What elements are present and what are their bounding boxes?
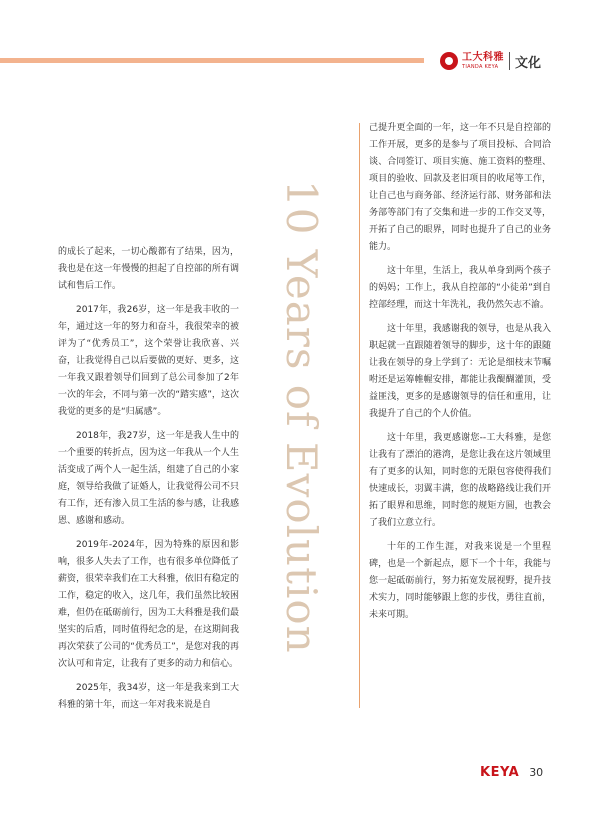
brand-header bbox=[440, 50, 541, 72]
column-divider bbox=[359, 123, 360, 708]
section-title: 文化 bbox=[515, 55, 542, 71]
paragraph: 己提升更全面的一年，这一年不只是自控部的工作开展，更多的是参与了项目投标、合同洽谈、合同签订、项目实施、施工资料的整理、项目的验收、回款及老旧项目的收尾等工作，让自己也与商务部、经济运行部、财务部和法务部等部门有了交集和进一步的工作交叉等，开拓了自己的眼界，同时也提升了自己的业务能力。 bbox=[369, 123, 551, 252]
right-column bbox=[369, 120, 551, 631]
footer-brand: KEYA bbox=[480, 765, 520, 780]
paragraph: 这十年里，我更感谢您--工大科雅，是您让我有了漂泊的港湾，是您让我在这片领域里有了更多的认知，同时您的无限包容使得我们快速成长，羽翼丰满，您的战略路线让我们开拓了眼界和思维，同时您的规矩方圆，也教会了我们立意立行。 bbox=[369, 433, 551, 528]
watermark-text: 10 Years of Evolution bbox=[277, 180, 326, 654]
paragraph: 2025年，我34岁，这一年是我来到工大科雅的第十年，而这一年对我来说是自 bbox=[58, 683, 239, 710]
company-logo-icon bbox=[440, 52, 458, 70]
header-divider bbox=[509, 52, 510, 70]
paragraph: 的成长了起来，一切心酸都有了结果，因为，我也是在这一年慢慢的担起了自控部的所有调试和售后工作。 bbox=[58, 247, 239, 291]
logo-chinese-name: 工大科雅 bbox=[462, 51, 504, 63]
paragraph: 2018年，我27岁，这一年是我人生中的一个重要的转折点，因为这一年我从一个人生活变成了两个人一起生活，组建了自己的小家庭，领导给我做了证婚人，让我觉得公司不只有工作，还有渗入员工生活的参与感，让我感恩、感谢和感动。 bbox=[58, 431, 239, 526]
company-logo bbox=[462, 53, 504, 70]
paragraph: 2019年-2024年，因为特殊的原因和影响，很多人失去了工作，也有很多单位降低了薪资，很荣幸我们在工大科雅，依旧有稳定的工作，稳定的收入，这几年，我们虽然比较困难，但仍在砥砺前行，因为工大科雅是我们最坚实的后盾，同时值得纪念的是，在这期间我再次荣获了公司的“优秀员工”，是您对我的再次认可和肯定，让我有了更多的动力和信心。 bbox=[58, 540, 239, 669]
page-footer bbox=[480, 765, 543, 780]
page-number: 30 bbox=[529, 766, 544, 779]
paragraph: 2017年，我26岁，这一年是我丰收的一年，通过这一年的努力和奋斗，我很荣幸的被评为了“优秀员工”，这个荣誉让我欣喜、兴奋，让我觉得自己以后要做的更好、更多，这一年我又跟着领导们回到了总公司参加了2年一次的年会，不同与第一次的“踏实感”，这次我觉的更多的是“归属感”。 bbox=[58, 305, 239, 417]
paragraph: 这十年里，我感谢我的领导，也是从我入职起就一直跟随着领导的脚步，这十年的跟随让我在领导的身上学到了：无论是细枝末节嘱咐还是运筹帷幄安排，都能让我醍醐灌顶，受益匪浅，更多的是感谢领导的信任和重用，让我提升了自己的个人价值。 bbox=[369, 324, 551, 419]
logo-english-name: TIANDA KEYA bbox=[462, 63, 499, 70]
watermark-title bbox=[271, 180, 331, 680]
left-column bbox=[58, 244, 239, 721]
paragraph: 这十年里，生活上，我从单身到两个孩子的妈妈；工作上，我从自控部的“小徒弟”到自控部经理，而这十年洗礼，我仍然矢志不渝。 bbox=[369, 266, 551, 310]
paragraph: 十年的工作生涯，对我来说是一个里程碑，也是一个新起点，愿下一个十年，我能与您一起砥砺前行，努力拓宽发展视野，提升技术实力，同时能够跟上您的步伐，勇往直前，未来可期。 bbox=[369, 542, 551, 620]
header-accent-bar bbox=[0, 58, 424, 63]
